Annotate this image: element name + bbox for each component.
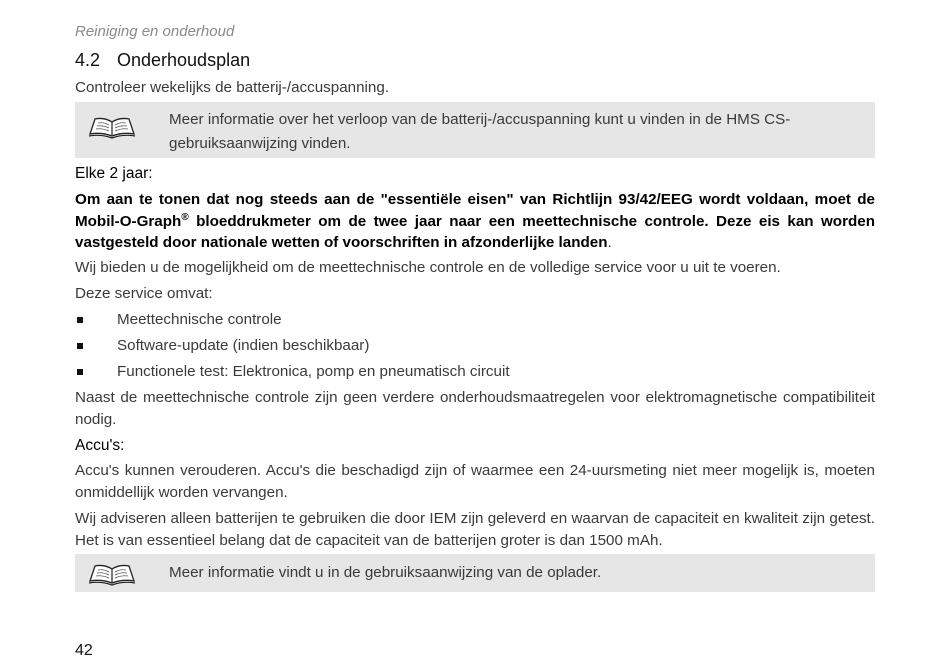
regulation-text-part1: Om aan te tonen dat nog steeds aan de "essentiële eisen" van Richtlijn 93/42/EEG wordt voldaan, moet de Mobil-O-Graph: [75, 191, 875, 230]
info-note-text: Meer informatie over het verloop van de batterij-/accuspanning kunt u vinden in de HMS CS-gebruiksaanwijzing vinden.: [169, 111, 791, 152]
emc-paragraph: Naast de meettechnische controle zijn geen verdere onderhoudsmaatregelen voor elektromagnetische compatibiliteit nodig.: [75, 389, 875, 428]
page-number: 42: [75, 642, 93, 659]
regulation-period: .: [607, 234, 612, 251]
info-note-charger: [75, 554, 875, 592]
info-note-text: Meer informatie vindt u in de gebruiksaanwijzing van de oplader.: [169, 564, 602, 581]
batteries-heading: Accu's:: [75, 437, 125, 454]
registered-mark: ®: [181, 211, 189, 223]
regulation-text-part2: bloeddrukmeter om de twee jaar naar een meettechnische controle. Deze eis kan worden vastgesteld door nationale wetten of voorschriften in afzonderlijke landen: [75, 212, 875, 251]
batteries-paragraph-2: Wij adviseren alleen batterijen te gebruiken die door IEM zijn geleverd en waarvan de capaciteit en kwaliteit zijn getest. Het is van essentieel belang dat de capaciteit van de batterijen groter is dan 1500 mAh.: [75, 510, 875, 549]
info-note-voltage: [75, 102, 875, 158]
service-offer-text: Wij bieden u de mogelijkheid om de meettechnische controle en de volledige service voor u uit te voeren.: [75, 259, 781, 276]
book-icon: [87, 115, 137, 139]
every-two-years-heading: Elke 2 jaar:: [75, 165, 153, 182]
bullet-marker: [77, 343, 83, 349]
intro-text: Controleer wekelijks de batterij-/accuspanning.: [75, 79, 390, 96]
batteries-paragraph-1: Accu's kunnen verouderen. Accu's die beschadigd zijn of waarmee een 24-uursmeting niet meer mogelijk is, moeten onmiddellijk worden vervangen.: [75, 462, 875, 501]
bullet-marker: [77, 369, 83, 375]
section-number: 4.2: [75, 50, 101, 70]
running-header: Reiniging en onderhoud: [75, 23, 235, 40]
section-title: Onderhoudsplan: [117, 50, 251, 70]
section-heading: [75, 50, 250, 71]
service-intro-text: Deze service omvat:: [75, 285, 213, 302]
bullet-marker: [77, 317, 83, 323]
book-icon: [87, 562, 137, 586]
regulation-paragraph: [75, 189, 875, 254]
